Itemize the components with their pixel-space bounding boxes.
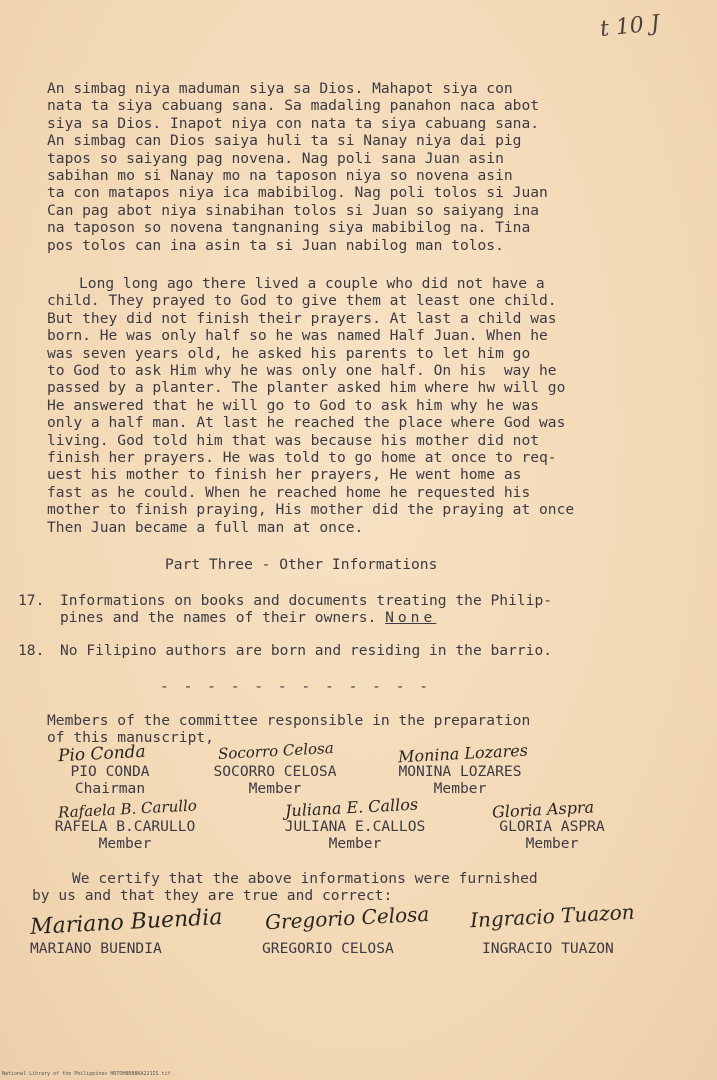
text-line: nata ta siya cabuang sana. Sa madaling panahon naca abot xyxy=(47,97,540,115)
text-line: na taposon so novena tangnaning siya mabibilog na. Tina xyxy=(47,219,531,237)
signature: Rafaela B. Carullo xyxy=(57,796,198,822)
certifier-name: GREGORIO CELOSA xyxy=(262,940,394,957)
certifier xyxy=(30,940,200,957)
member-name: MONINA LOZARES xyxy=(398,763,522,780)
committee-member xyxy=(40,763,180,797)
member-role: Chairman xyxy=(74,780,146,797)
text-line: was seven years old, he asked his parents to let him go xyxy=(47,344,531,362)
item-text: Informations on books and documents treating the Philip- xyxy=(60,592,553,609)
item-text: pines and the names of their owners. xyxy=(60,609,377,627)
text-line: We certify that the above informations were furnished xyxy=(72,870,538,887)
signature: Ingracio Tuazon xyxy=(469,899,636,933)
signature: Gloria Aspra xyxy=(491,797,595,822)
committee-member xyxy=(200,763,350,797)
text-line: An simbag can Dios saiya huli ta si Nanay niya dai pig xyxy=(47,132,522,150)
text-line: Members of the committee responsible in the preparation xyxy=(47,712,531,729)
member-name: PIO CONDA xyxy=(70,763,150,780)
certifier-name: MARIANO BUENDIA xyxy=(30,940,162,957)
certifier xyxy=(482,940,652,957)
member-name: SOCORRO CELOSA xyxy=(213,763,337,780)
text-line: passed by a planter. The planter asked him where hw will go xyxy=(47,379,566,397)
text-line: ta con matapos niya ica mabibilog. Nag poli tolos si Juan xyxy=(47,184,548,202)
committee-member xyxy=(385,763,535,797)
text-line: born. He was only half so he was named Half Juan. When he xyxy=(47,327,548,345)
paragraph-english xyxy=(47,275,697,536)
text-line: But they did not finish their prayers. At last a child was xyxy=(47,309,557,327)
item-number: 17. xyxy=(18,592,45,609)
certifier xyxy=(262,940,432,957)
signature: Pio Conda xyxy=(57,741,147,767)
item-17 xyxy=(18,592,698,627)
item-18 xyxy=(18,642,698,659)
text-line: of this manuscript, xyxy=(47,729,214,747)
text-line: living. God told him that was because his mother did not xyxy=(47,431,540,449)
member-role: Member xyxy=(525,835,579,852)
text-line: Long long ago there lived a couple who did not have a xyxy=(79,275,545,292)
part-heading: Part Three - Other Informations xyxy=(165,556,438,573)
text-line: tapos so saiyang pag novena. Nag poli sana Juan asin xyxy=(47,149,504,167)
text-line: An simbag niya maduman siya sa Dios. Mahapot siya con xyxy=(47,80,513,97)
text-line: fast as he could. When he reached home he requested his xyxy=(47,483,531,501)
text-line: by us and that they are true and correct: xyxy=(32,887,393,905)
item-number: 18. xyxy=(18,642,45,659)
text-line: mother to finish praying, His mother did the praying at once xyxy=(47,501,575,519)
text-line: Can pag abot niya sinabihan tolos si Juan so saiyang ina xyxy=(47,201,540,219)
member-role: Member xyxy=(328,835,382,852)
signature: Monina Lozares xyxy=(397,740,529,767)
text-line: only a half man. At last he reached the place where God was xyxy=(47,414,566,432)
archive-footer: National Library of the Philippines HDTOHBBBBKA221IS.tif xyxy=(2,1071,171,1077)
member-name: GLORIA ASPRA xyxy=(499,818,605,835)
signature: Socorro Celosa xyxy=(217,738,335,764)
certifier-name: INGRACIO TUAZON xyxy=(482,940,614,957)
page-number: t 10 J xyxy=(598,10,661,43)
text-line: to God to ask Him why he was only one half. On his way he xyxy=(47,362,557,380)
text-line: He answered that he will go to God to ask him why he was xyxy=(47,396,540,414)
text-line: Then Juan became a full man at once. xyxy=(47,518,364,536)
committee-member xyxy=(50,818,200,852)
certification xyxy=(32,870,538,905)
text-line: sabihan mo si Nanay mo na taposon niya so novena asin xyxy=(47,167,513,185)
member-role: Member xyxy=(98,835,152,852)
member-name: JULIANA E.CALLOS xyxy=(284,818,426,835)
signature: Gregorio Celosa xyxy=(264,901,430,935)
item-answer: None xyxy=(385,609,437,627)
paragraph-bicol xyxy=(47,80,697,254)
committee-member xyxy=(487,818,617,852)
text-line: pos tolos can ina asin ta si Juan nabilog man tolos. xyxy=(47,236,504,254)
member-role: Member xyxy=(248,780,302,797)
signature: Juliana E. Callos xyxy=(284,794,419,821)
text-line: finish her prayers. He was told to go home at once to req- xyxy=(47,449,557,467)
text-line: siya sa Dios. Inapot niya con nata ta siya cabuang sana. xyxy=(47,114,540,132)
item-text: No Filipino authors are born and residing in the barrio. xyxy=(60,642,553,659)
committee-member xyxy=(280,818,430,852)
member-name: RAFELA B.CARULLO xyxy=(54,818,196,835)
separator: - - - - - - - - - - - - xyxy=(160,678,432,695)
member-role: Member xyxy=(433,780,487,797)
text-line: uest his mother to finish her prayers, He went home as xyxy=(47,466,522,484)
signature: Mariano Buendia xyxy=(29,904,224,941)
text-line: child. They prayed to God to give them at least one child. xyxy=(47,292,557,310)
